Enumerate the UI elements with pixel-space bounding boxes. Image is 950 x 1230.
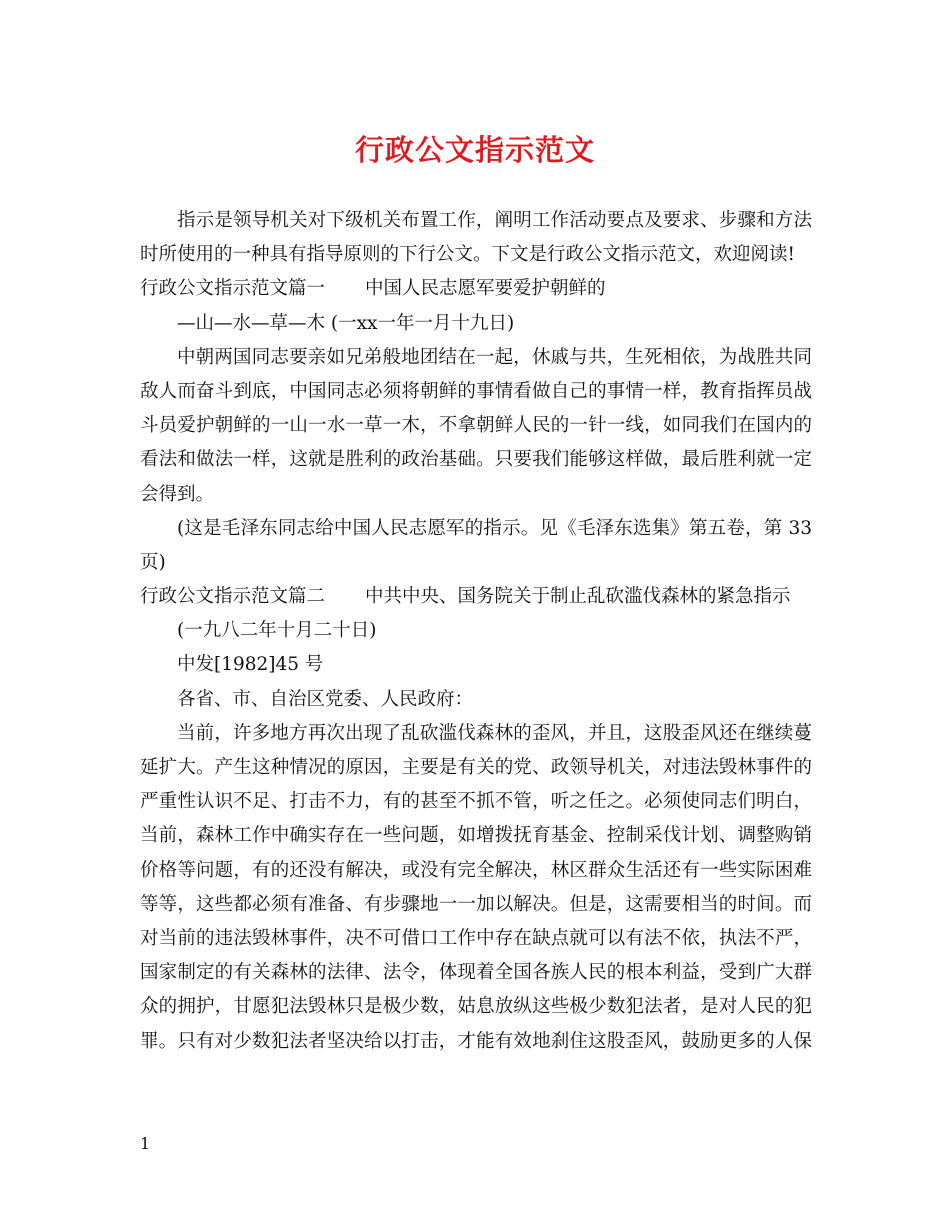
section1-note-line: 页) <box>140 551 166 573</box>
section2-paragraph-line: 罪。只有对少数犯法者坚决给以打击，才能有效地刹住这股歪风，鼓励更多的人保 <box>140 1030 812 1052</box>
section2-paragraph-line: 延扩大。产生这种情况的原因，主要是有关的党、政领导机关，对违法毁林事件的 <box>140 757 812 778</box>
section1-heading <box>140 272 812 306</box>
section1-paragraph-line: 斗员爱护朝鲜的一山一水一草一木，不拿朝鲜人民的一针一线，如同我们在国内的 <box>140 415 812 437</box>
page-number: 1 <box>140 1134 151 1153</box>
section2-heading <box>140 580 812 614</box>
section1-paragraph-line: 看法和做法一样，这就是胜利的政治基础。只要我们能够这样做，最后胜利就一定 <box>140 449 812 471</box>
section2-doc-number: 中发[1982]45 号 <box>177 654 324 676</box>
intro-line: 指示是领导机关对下级机关布置工作，阐明工作活动要点及要求、步骤和方法 <box>177 210 812 231</box>
intro-line: 时所使用的一种具有指导原则的下行公文。下文是行政公文指示范文，欢迎阅读! <box>140 244 795 266</box>
document-title: 行政公文指示范文 <box>354 133 595 167</box>
section1-heading-title: 中国人民志愿军要爱护朝鲜的 <box>365 278 606 300</box>
section2-date: (一九八二年十月二十日) <box>177 620 377 642</box>
section1-paragraph-line: 会得到。 <box>140 483 215 505</box>
section2-paragraph-line: 价格等问题，有的还没有解决，或没有完全解决，林区群众生活还有一些实际困难 <box>140 859 812 881</box>
section2-heading-label: 行政公文指示范文篇二 <box>140 586 326 608</box>
section2-paragraph-line: 当前，许多地方再次出现了乱砍滥伐森林的歪风，并且，这股歪风还在继续蔓 <box>177 722 812 744</box>
section1-subheading: —山—水—草—木 (一xx一年一月十九日) <box>177 312 515 334</box>
section2-heading-title: 中共中央、国务院关于制止乱砍滥伐森林的紧急指示 <box>365 586 791 608</box>
document-body <box>140 204 812 1059</box>
section2-paragraph-line: 严重性认识不足、打击不力，有的甚至不抓不管，听之任之。必须使同志们明白， <box>140 791 812 813</box>
section2-paragraph-line: 国家制定的有关森林的法律、法令，体现着全国各族人民的根本利益，受到广大群 <box>140 962 812 984</box>
section2-paragraph-line: 等等，这些都必须有准备、有步骤地一一加以解决。但是，这需要相当的时间。而 <box>140 893 812 915</box>
section2-addressee: 各省、市、自治区党委、人民政府： <box>177 688 474 710</box>
section1-heading-label: 行政公文指示范文篇一 <box>140 278 326 300</box>
section2-paragraph-line: 当前，森林工作中确实存在一些问题，如增拨抚育基金、控制采伐计划、调整购销 <box>140 825 812 847</box>
section1-paragraph-line: 中朝两国同志要亲如兄弟般地团结在一起，休戚与共，生死相依，为战胜共同 <box>177 346 812 368</box>
section2-paragraph-line: 对当前的违法毁林事件，决不可借口工作中存在缺点就可以有法不依，执法不严， <box>140 927 812 949</box>
section2-paragraph-line: 众的拥护，甘愿犯法毁林只是极少数，姑息放纵这些极少数犯法者，是对人民的犯 <box>140 996 812 1018</box>
section1-note-line: (这是毛泽东同志给中国人民志愿军的指示。见《毛泽东选集》第五卷，第 33 <box>177 517 812 539</box>
section1-paragraph-line: 敌人而奋斗到底，中国同志必须将朝鲜的事情看做自己的事情一样，教育指挥员战 <box>140 380 812 402</box>
